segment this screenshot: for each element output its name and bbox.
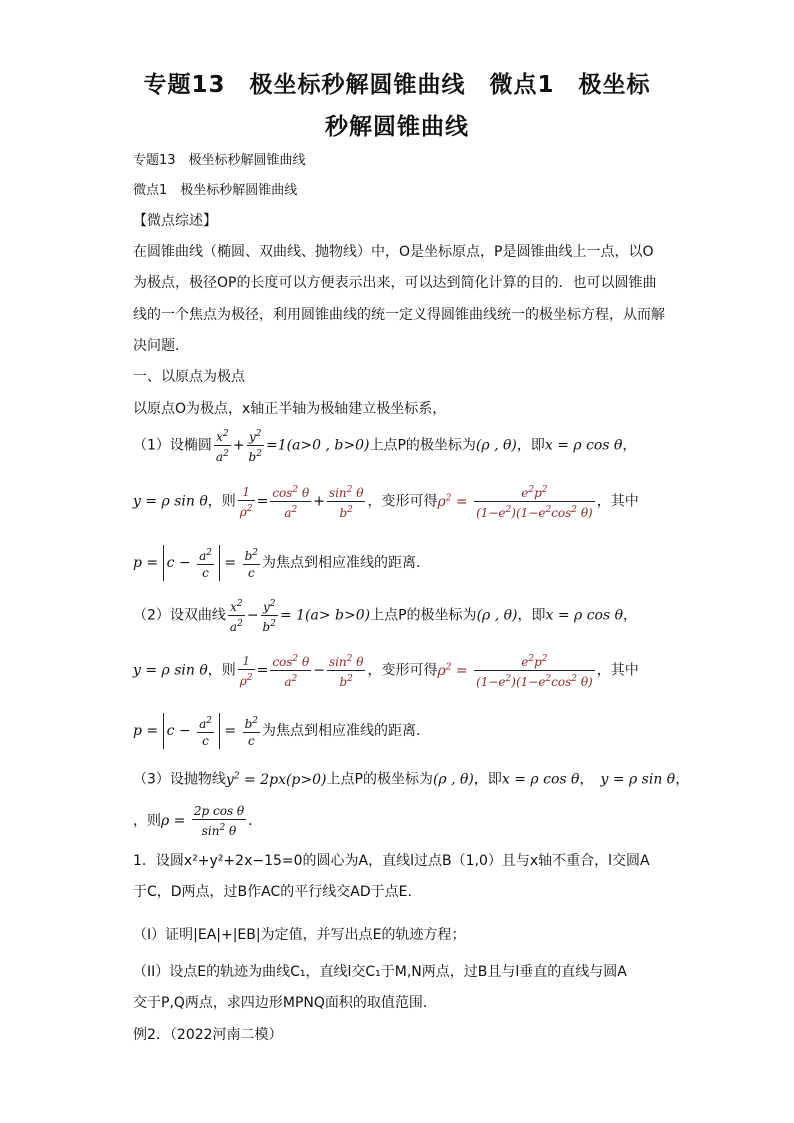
- intro-line-2: 为极点，极径OP的长度可以方便表示出来，可以达到简化计算的目的．也可以圆锥曲: [133, 275, 657, 291]
- hyperbola-line-1: （2）设双曲线 $\frac{x^2}{a^2}$ − $\frac{y^2}{b^2}$ = 1(a> b>0)上点P的极坐标为(ρ , θ)，即x = ρ cos θ，: [133, 596, 637, 635]
- page-title-line1: 专题13 极坐标秒解圆锥曲线 微点1 极坐标: [143, 72, 651, 98]
- ellipse-line-1: （1）设椭圆 $\frac{x^2}{a^2}$ + $\frac{y^2}{b^2}$ =1(a>0 , b>0)上点P的极坐标为(ρ , θ)，即x = ρ cos θ，: [133, 426, 636, 465]
- page-title-line2: 秒解圆锥曲线: [325, 114, 469, 140]
- parabola-line-2: ，则ρ = $\frac{\text{2p cos θ}}{\sin^2 \theta}$ ．: [133, 804, 263, 838]
- problem1-part-ii-line-1: （II）设点E的轨迹为曲线C₁，直线l交C₁于M,N两点，过B且与l垂直的直线与圆A: [133, 964, 627, 980]
- section-heading: 【微点综述】: [133, 213, 217, 229]
- problem1-part-i: （I）证明|EA|+|EB|为定值，并写出点E的轨迹方程；: [133, 927, 466, 943]
- subtitle-topic: 专题13 极坐标秒解圆锥曲线: [133, 153, 306, 168]
- intro-line-4: 决问题．: [133, 338, 189, 354]
- subtitle-point: 微点1 极坐标秒解圆锥曲线: [133, 183, 298, 198]
- ellipse-line-3: p = c − $\frac{a^2}{c}$ = $\frac{b^2}{c}$ 为焦点到相应准线的距离．: [133, 545, 430, 581]
- problem1-line-2: 于C，D两点，过B作AC的平行线交AD于点E.: [133, 884, 412, 900]
- part1-description: 以原点O为极点，x轴正半轴为极轴建立极坐标系，: [133, 401, 447, 417]
- problem1-line-1: 1．设圆x²+y²+2x−15=0的圆心为A，直线l过点B（1,0）且与x轴不重合，l交圆A: [133, 853, 650, 869]
- hyperbola-line-2: y = ρ sin θ，则 $\frac{1}{\rho^2}$ = $\frac{\cos^2 \theta}{a^2}$ − $\frac{\sin^2 \theta}{b^2}$ ，变形可得$\rho^2$ = $\frac{e^2p^2}{(1-e^2)(1-e^2\cos^2 \theta)}$ ，其中: [133, 651, 639, 690]
- hyperbola-line-3: p = c − $\frac{a^2}{c}$ = $\frac{b^2}{c}$ 为焦点到相应准线的距离．: [133, 713, 430, 749]
- parabola-line-1: （3）设抛物线$y^2 = 2px(p>0)$上点P的极坐标为(ρ , θ)，即x = ρ cos θ， y = ρ sin θ，: [133, 771, 690, 788]
- part1-heading: 一、以原点为极点: [133, 369, 245, 385]
- problem1-part-ii-line-2: 交于P,Q两点，求四边形MPNQ面积的取值范围.: [133, 995, 428, 1011]
- example-2-heading: 例2．（2022河南二模）: [133, 1027, 283, 1043]
- intro-line-3: 线的一个焦点为极径，利用圆锥曲线的统一定义得圆锥曲线统一的极坐标方程，从而解: [133, 307, 665, 323]
- intro-line-1: 在圆锥曲线（椭圆、双曲线、抛物线）中，O是坐标原点，P是圆锥曲线上一点，以O: [133, 244, 654, 260]
- ellipse-line-2: y = ρ sin θ，则 $\frac{1}{\rho^2}$ = $\frac{\cos^2 \theta}{a^2}$ + $\frac{\sin^2 \theta}{b^2}$ ，变形可得$\rho^2$ = $\frac{e^2p^2}{(1-e^2)(1-e^2\cos^2 \theta)}$ ，其中: [133, 482, 639, 521]
